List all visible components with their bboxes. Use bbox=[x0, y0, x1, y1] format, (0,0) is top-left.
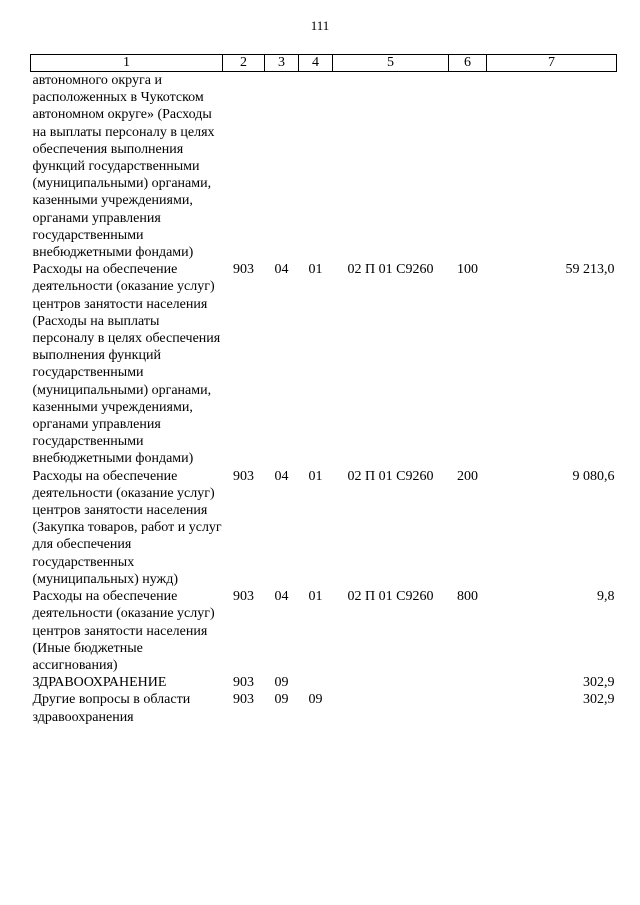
table-row bbox=[31, 72, 617, 262]
row-pr bbox=[299, 674, 333, 691]
header-cell: 4 bbox=[299, 55, 333, 72]
row-vr: 200 bbox=[457, 468, 478, 484]
row-vr: 800 bbox=[457, 589, 478, 605]
header-cell: 7 bbox=[487, 55, 617, 72]
row-csr bbox=[333, 72, 449, 262]
row-rz: 04 bbox=[274, 589, 289, 605]
row-grbs: 903 bbox=[233, 675, 254, 691]
table-row bbox=[31, 674, 617, 691]
row-csr bbox=[333, 674, 449, 691]
row-pr: 01 bbox=[308, 589, 323, 605]
row-rz: 04 bbox=[274, 468, 289, 484]
row-grbs: 903 bbox=[233, 589, 254, 605]
row-sum: 59 213,0 bbox=[565, 262, 615, 278]
row-name: Другие вопросы в области здравоохранения bbox=[32, 692, 191, 725]
row-rz bbox=[265, 72, 299, 262]
row-csr: 02 П 01 С9260 bbox=[347, 262, 434, 278]
row-csr: 02 П 01 С9260 bbox=[347, 468, 434, 484]
row-name: Расходы на обеспечение деятельности (оказание услуг) центров занятости населения (Иные бюджетные ассигнования) bbox=[32, 589, 215, 673]
table-row bbox=[31, 691, 617, 725]
row-sum: 9,8 bbox=[597, 589, 615, 605]
row-vr bbox=[449, 691, 487, 725]
row-vr bbox=[449, 72, 487, 262]
row-sum bbox=[487, 72, 617, 262]
row-pr: 09 bbox=[308, 692, 323, 708]
row-csr: 02 П 01 С9260 bbox=[347, 589, 434, 605]
row-grbs: 903 bbox=[233, 262, 254, 278]
row-grbs: 903 bbox=[233, 692, 254, 708]
row-grbs bbox=[223, 72, 265, 262]
table-row bbox=[31, 468, 617, 588]
row-sum: 9 080,6 bbox=[572, 468, 615, 484]
row-name: автономного округа и расположенных в Чукотском автономном округе» (Расходы на выплаты персоналу в целях обеспечения выполнения функций государственными (муниципальными) органами, казенными учреждениями, органами управления государственными внебюджетными фондами) bbox=[32, 73, 215, 261]
header-cell: 6 bbox=[449, 55, 487, 72]
row-vr: 100 bbox=[457, 262, 478, 278]
row-name: Расходы на обеспечение деятельности (оказание услуг) центров занятости населения (Расходы на выплаты персоналу в целях обеспечения выполнения функций государственными (муниципальными) органами, казенными учреждениями, органами управления государственными внебюджетными фондами) bbox=[32, 262, 221, 467]
header-cell: 3 bbox=[265, 55, 299, 72]
row-rz: 09 bbox=[274, 675, 289, 691]
header-cell: 2 bbox=[223, 55, 265, 72]
budget-table bbox=[30, 54, 617, 726]
row-sum: 302,9 bbox=[583, 675, 615, 691]
row-rz: 04 bbox=[274, 262, 289, 278]
table-row bbox=[31, 261, 617, 467]
table-row bbox=[31, 588, 617, 674]
header-cell: 5 bbox=[333, 55, 449, 72]
row-csr bbox=[333, 691, 449, 725]
table-header-row bbox=[31, 55, 617, 72]
row-pr: 01 bbox=[308, 262, 323, 278]
row-name: Расходы на обеспечение деятельности (оказание услуг) центров занятости населения (Закупка товаров, работ и услуг для обеспечения государственных (муниципальных) нужд) bbox=[32, 468, 222, 587]
row-sum: 302,9 bbox=[583, 692, 615, 708]
row-pr bbox=[299, 72, 333, 262]
row-vr bbox=[449, 674, 487, 691]
row-rz: 09 bbox=[274, 692, 289, 708]
row-pr: 01 bbox=[308, 468, 323, 484]
row-grbs: 903 bbox=[233, 468, 254, 484]
header-cell: 1 bbox=[31, 55, 223, 72]
page-number: 111 bbox=[310, 18, 330, 33]
row-name: ЗДРАВООХРАНЕНИЕ bbox=[32, 675, 167, 691]
